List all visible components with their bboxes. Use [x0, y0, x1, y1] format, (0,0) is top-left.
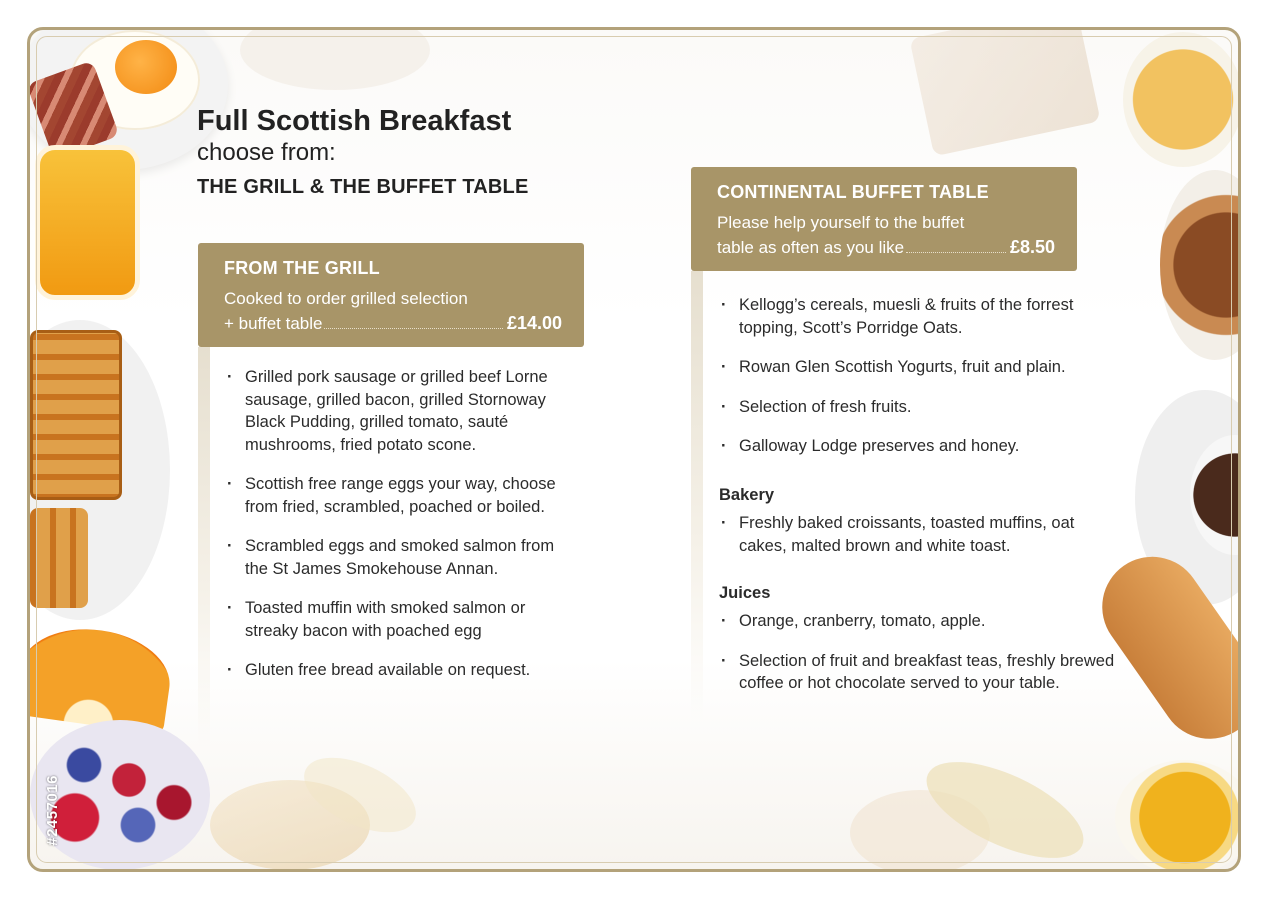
bakery-items-list [719, 512, 1119, 574]
continental-price: £8.50 [1009, 237, 1055, 257]
list-item: · Toasted muffin with smoked salmon or streaky bacon with poached egg [225, 597, 575, 642]
list-item: · Rowan Glen Scottish Yogurts, fruit and plain. [719, 356, 1119, 379]
continental-price-row [717, 235, 1055, 260]
waffle-image-2 [30, 508, 88, 608]
continental-price-banner [691, 167, 1077, 271]
list-item: · Orange, cranberry, tomato, apple. [719, 610, 1119, 633]
list-item: · Kellogg’s cereals, muesli & fruits of the forrest topping, Scott’s Porridge Oats. [719, 294, 1119, 339]
list-item: · Galloway Lodge preserves and honey. [719, 435, 1119, 458]
options-heading: THE GRILL & THE BUFFET TABLE [197, 176, 529, 198]
list-item: · Selection of fresh fruits. [719, 396, 1119, 419]
continental-description-2: table as often as you like [717, 238, 905, 257]
bakery-heading: Bakery [719, 486, 775, 504]
list-item: · Selection of fruit and breakfast teas, freshly brewed coffee or hot chocolate served to your table. [719, 650, 1119, 695]
list-item: · Gluten free bread available on request. [225, 659, 575, 682]
grill-price-row [224, 311, 562, 336]
grill-price: £14.00 [506, 313, 562, 333]
honey-jar-image [1115, 760, 1241, 872]
dotted-leader [324, 328, 502, 329]
continental-items-list [719, 294, 1119, 475]
grill-title: FROM THE GRILL [224, 258, 380, 278]
list-item: · Scrambled eggs and smoked salmon from the St James Smokehouse Annan. [225, 535, 575, 580]
image-reference-number: #2457016 [44, 775, 61, 846]
juices-items-list [719, 610, 1119, 712]
bread-image [240, 27, 430, 90]
list-item: · Grilled pork sausage or grilled beef Lorne sausage, grilled bacon, grilled Stornoway Black Pudding, grilled tomato, sauté mushrooms, fried potato scone. [225, 366, 575, 456]
dotted-leader [906, 252, 1006, 253]
grill-items-list [225, 366, 575, 699]
menu-heading [197, 104, 529, 200]
cereal-bowl-image [1123, 32, 1241, 167]
continental-title: CONTINENTAL BUFFET TABLE [717, 182, 989, 202]
toast-image [909, 27, 1100, 156]
grill-price-banner [198, 243, 584, 347]
list-item: · Scottish free range eggs your way, choose from fried, scrambled, poached or boiled. [225, 473, 575, 518]
continental-description: Please help yourself to the buffet [717, 213, 965, 232]
continental-side-rule [691, 271, 703, 721]
grill-side-rule [198, 347, 210, 747]
waffle-image [30, 330, 122, 500]
orange-juice-image [35, 145, 140, 300]
grill-description: Cooked to order grilled selection [224, 289, 468, 308]
orange-slice-image [27, 620, 176, 735]
list-item: · Freshly baked croissants, toasted muffins, oat cakes, malted brown and white toast. [719, 512, 1119, 557]
page-subtitle: choose from: [197, 139, 336, 166]
egg-yolk-image [115, 40, 177, 94]
nuts-bowl-image [1160, 170, 1241, 360]
grill-description-2: + buffet table [224, 314, 323, 333]
juices-heading: Juices [719, 584, 771, 602]
page-title: Full Scottish Breakfast [197, 105, 512, 137]
